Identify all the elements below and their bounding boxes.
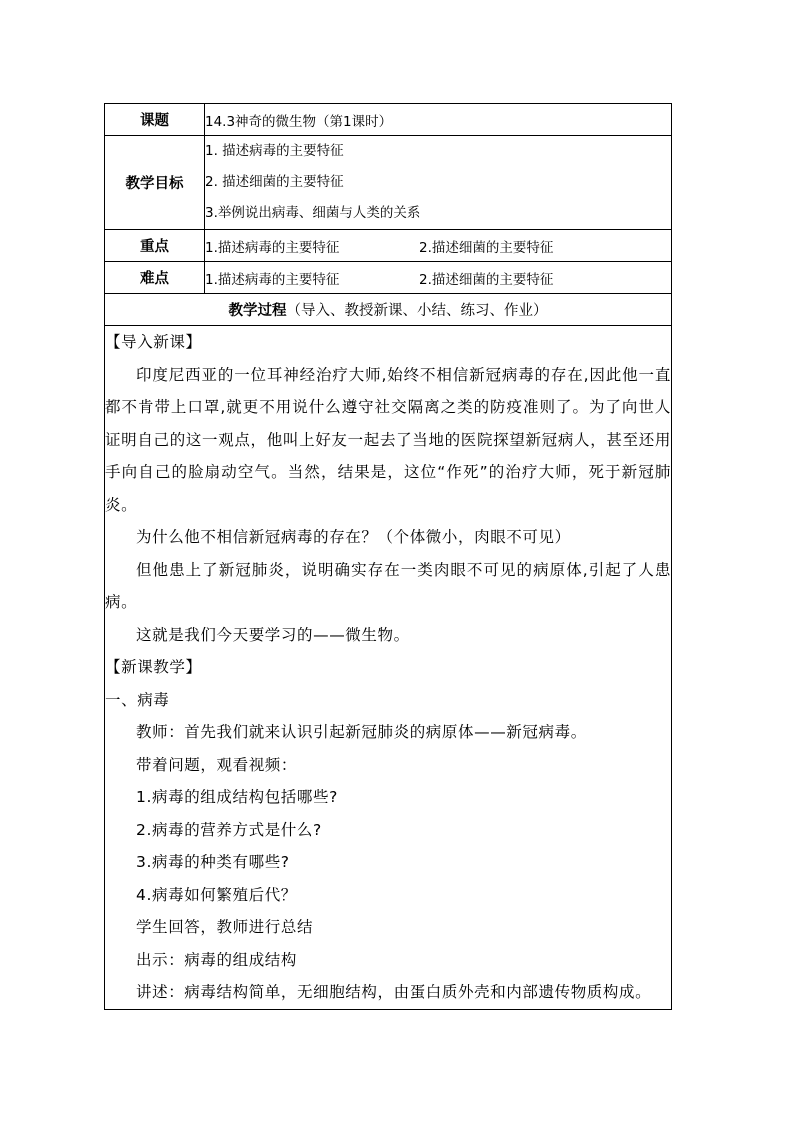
lecture-line: 讲述：病毒结构简单，无细胞结构，由蛋白质外壳和内部遗传物质构成。 (136, 983, 652, 1001)
goals-label: 教学目标 (105, 136, 205, 230)
row-process-body (105, 326, 672, 1010)
process-body (105, 326, 672, 1010)
difficult-point-item: 1.描述病毒的主要特征 (205, 271, 340, 288)
key-points-label: 重点 (105, 230, 205, 262)
intro-paragraph: 但他患上了新冠肺炎，说明确实存在一类肉眼不可见的病原体,引起了人患病。 (105, 560, 671, 611)
difficult-point-item: 2.描述细菌的主要特征 (419, 271, 554, 288)
intro-conclusion: 这就是我们今天要学习的——微生物。 (136, 625, 410, 644)
goal-item: 2. 描述细菌的主要特征 (205, 174, 344, 190)
section-heading: 一、病毒 (105, 690, 170, 709)
process-note: （导入、教授新课、小结、练习、作业） (286, 303, 548, 319)
row-topic (105, 104, 672, 136)
show-line: 出示：病毒的组成结构 (136, 950, 298, 969)
video-line: 带着问题，观看视频： (136, 755, 298, 774)
difficult-points-label: 难点 (105, 262, 205, 294)
process-label: 教学过程 (228, 303, 287, 319)
row-process-header (105, 294, 672, 326)
new-lesson-heading: 【新课教学】 (105, 658, 202, 676)
question-item: 1.病毒的组成结构包括哪些? (136, 788, 338, 806)
row-difficult-points (105, 262, 672, 294)
teacher-line: 教师：首先我们就来认识引起新冠肺炎的病原体——新冠病毒。 (136, 723, 587, 741)
intro-heading: 【导入新课】 (105, 333, 202, 351)
key-points-cell (205, 230, 672, 262)
question-item: 2.病毒的营养方式是什么? (136, 820, 322, 839)
row-key-points (105, 230, 672, 262)
process-header (105, 294, 672, 326)
answer-line: 学生回答，教师进行总结 (136, 918, 314, 936)
goal-item: 3.举例说出病毒、细菌与人类的关系 (205, 205, 421, 221)
question-item: 3.病毒的种类有哪些? (136, 853, 290, 871)
topic-value: 14.3神奇的微生物（第1课时） (205, 104, 672, 136)
row-goals (105, 136, 672, 230)
goal-item: 1. 描述病毒的主要特征 (205, 143, 344, 159)
intro-paragraph: 印度尼西亚的一位耳神经治疗大师,始终不相信新冠病毒的存在,因此他一直都不肯带上口罩,就更不用说什么遵守社交隔离之类的防疫准则了。为了向世人证明自己的这一观点，他叫上好友一起去了当地的医院探望新冠病人，甚至还用手向自己的脸扇动空气。当然，结果是，这位“作死”的治疗大师，死于新冠肺炎。 (105, 365, 671, 514)
goals-cell (205, 136, 672, 230)
topic-label: 课题 (105, 104, 205, 136)
intro-question: 为什么他不相信新冠病毒的存在？（个体微小，肉眼不可见） (136, 528, 571, 546)
question-item: 4.病毒如何繁殖后代？ (136, 885, 297, 904)
key-point-item: 1.描述病毒的主要特征 (205, 239, 340, 256)
difficult-points-cell (205, 262, 672, 294)
key-point-item: 2.描述细菌的主要特征 (419, 239, 554, 256)
lesson-plan-table (104, 103, 672, 1010)
